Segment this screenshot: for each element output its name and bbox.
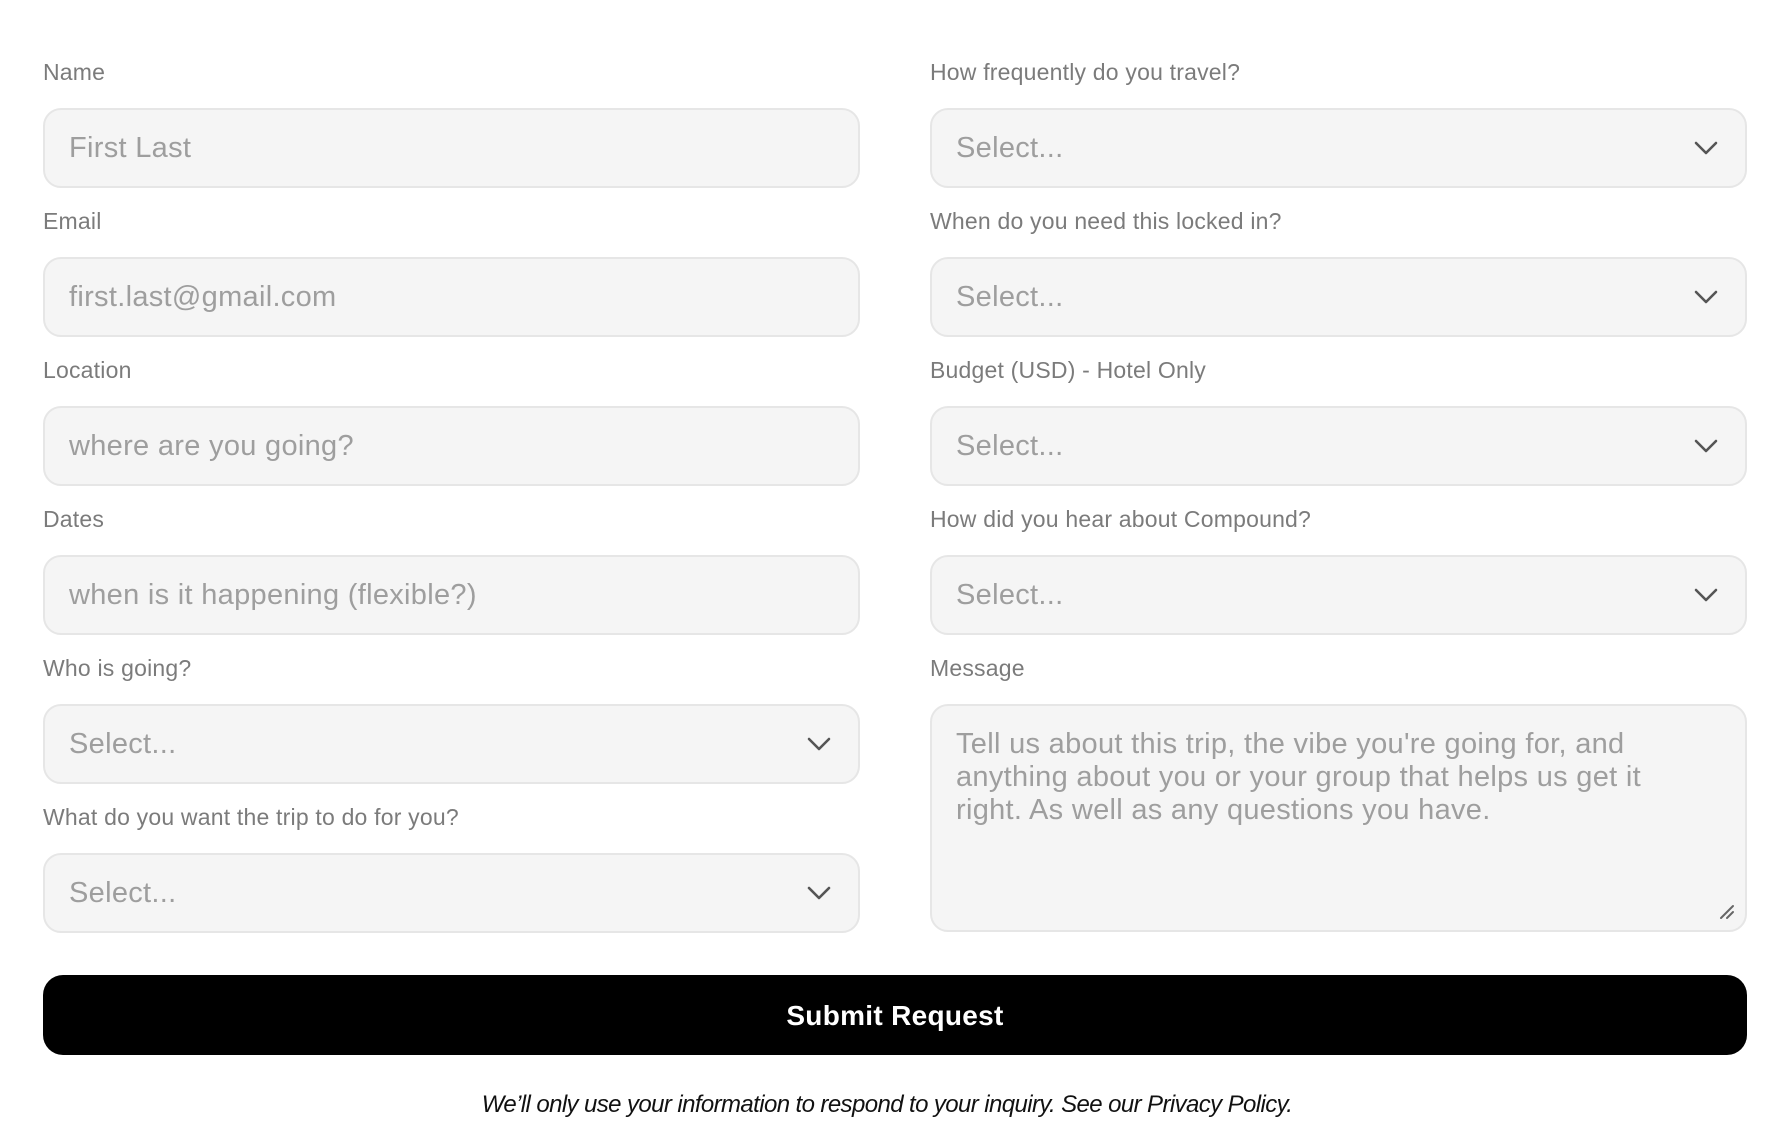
message-textarea[interactable] — [930, 704, 1747, 932]
dates-field-group — [43, 505, 860, 654]
budget-select-value: Select... — [956, 430, 1064, 462]
message-label: Message — [930, 655, 1025, 681]
name-label: Name — [43, 59, 106, 85]
name-input-box — [43, 108, 860, 188]
referral-source-select-value: Select... — [956, 579, 1064, 611]
submit-request-button[interactable]: Submit Request — [43, 975, 1747, 1055]
travel-frequency-label: How frequently do you travel? — [930, 59, 1241, 85]
resize-grip-icon[interactable] — [1717, 902, 1735, 920]
who-is-going-label: Who is going? — [43, 655, 192, 681]
name-field-group — [43, 58, 860, 207]
budget-label: Budget (USD) - Hotel Only — [930, 357, 1206, 383]
lock-in-timing-field-group — [930, 207, 1747, 356]
dates-input[interactable] — [45, 557, 858, 633]
travel-frequency-select[interactable] — [930, 108, 1747, 188]
location-input[interactable] — [45, 408, 858, 484]
privacy-disclaimer: We’ll only use your information to respond to your inquiry. See our Privacy Policy. — [481, 1091, 1293, 1118]
referral-source-select[interactable] — [930, 555, 1747, 635]
who-is-going-field-group — [43, 654, 860, 803]
chevron-down-icon — [806, 732, 832, 756]
who-is-going-select[interactable] — [43, 704, 860, 784]
message-field-group — [930, 654, 1747, 826]
referral-source-label: How did you hear about Compound? — [930, 506, 1312, 532]
email-input[interactable] — [45, 259, 858, 335]
budget-field-group — [930, 356, 1747, 505]
trip-purpose-select-value: Select... — [69, 877, 177, 909]
trip-purpose-select[interactable] — [43, 853, 860, 933]
lock-in-timing-select-value: Select... — [956, 281, 1064, 313]
email-field-group — [43, 207, 860, 356]
lock-in-timing-select[interactable] — [930, 257, 1747, 337]
travel-frequency-select-value: Select... — [956, 132, 1064, 164]
budget-select[interactable] — [930, 406, 1747, 486]
name-input[interactable] — [45, 110, 858, 186]
location-field-group — [43, 356, 860, 505]
travel-frequency-field-group — [930, 58, 1747, 207]
location-input-box — [43, 406, 860, 486]
chevron-down-icon — [806, 881, 832, 905]
referral-source-field-group — [930, 505, 1747, 654]
trip-purpose-field-group — [43, 803, 860, 952]
trip-purpose-label: What do you want the trip to do for you? — [43, 804, 459, 830]
location-label: Location — [43, 357, 132, 383]
dates-label: Dates — [43, 506, 105, 532]
email-input-box — [43, 257, 860, 337]
form-left-column — [43, 58, 860, 952]
chevron-down-icon — [1693, 434, 1719, 458]
message-placeholder: Tell us about this trip, the vibe you're going for, and anything about you or your group that helps us get it right. As well as any questions you have. — [956, 728, 1641, 826]
dates-input-box — [43, 555, 860, 635]
who-is-going-select-value: Select... — [69, 728, 177, 760]
chevron-down-icon — [1693, 136, 1719, 160]
form-right-column — [930, 58, 1747, 826]
chevron-down-icon — [1693, 583, 1719, 607]
chevron-down-icon — [1693, 285, 1719, 309]
lock-in-timing-label: When do you need this locked in? — [930, 208, 1282, 234]
email-label: Email — [43, 208, 102, 234]
